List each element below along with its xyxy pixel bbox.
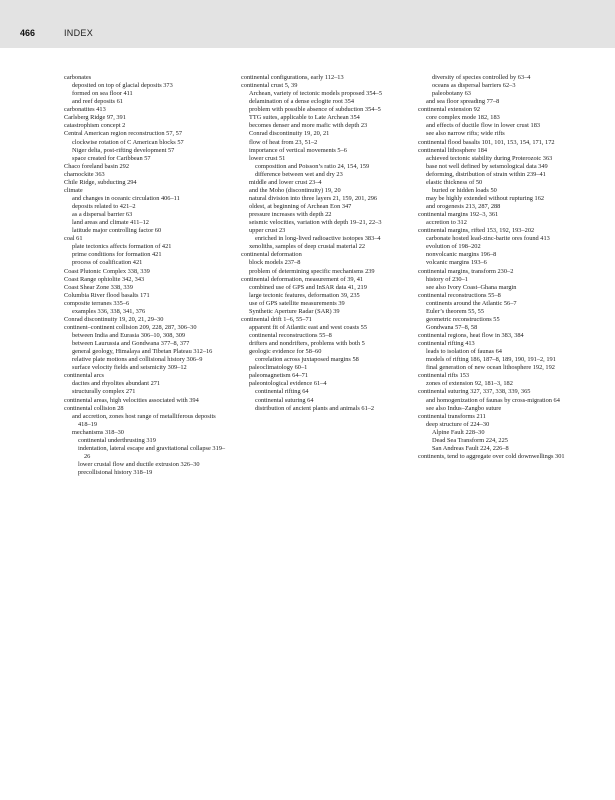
index-entry: geologic evidence for 58–60 xyxy=(249,348,322,356)
index-entry: catastrophism concept 2 xyxy=(64,122,126,130)
index-entry: deposited on top of glacial deposits 373 xyxy=(72,82,173,90)
index-entry: relative plate motions and collisional history 306–9 xyxy=(72,356,203,364)
index-entry: Central American region reconstruction 57, 57 xyxy=(64,130,183,138)
index-entry: importance of vertical movements 5–6 xyxy=(249,146,347,154)
index-entry: continental areas, high velocities associated with 394 xyxy=(64,396,199,404)
index-entry: deposits related to 421–2 xyxy=(72,203,136,210)
index-entry: block models 237–8 xyxy=(249,259,301,267)
index-entry: final generation of new ocean lithosphere 192, 192 xyxy=(426,364,555,372)
index-entry: surface velocity fields and seismicity 309–12 xyxy=(72,364,187,372)
index-entry: latitude major controlling factor 60 xyxy=(72,227,162,235)
index-entry: formed on sea floor 411 xyxy=(72,90,133,98)
index-entry: Coast Range ophiolite 342, 343 xyxy=(64,275,145,283)
index-entry: problem with possible absence of subduction 354–5 xyxy=(249,106,381,114)
index-entry: zones of extension 92, 181–3, 182 xyxy=(426,380,513,388)
index-entry: carbonatites 413 xyxy=(64,106,106,114)
index-entry: continental deformation xyxy=(241,251,302,259)
index-entry: continental arcs xyxy=(64,372,104,380)
index-entry: base not well defined by seismological data 349 xyxy=(426,162,548,170)
index-entry: geometric reconstructions 55 xyxy=(426,315,500,323)
index-entry: and the Moho (discontinuity) 19, 20 xyxy=(249,186,341,194)
index-entry: continental margins, transform 230–2 xyxy=(418,267,514,275)
index-entry: carbonate hosted lead-zinc-barite ores found 413 xyxy=(426,235,550,243)
index-entry: TTG suites, applicable to Late Archean 354 xyxy=(249,114,360,122)
index-entry: oceans as dispersal barriers 62–3 xyxy=(432,82,516,90)
index-entry: continental transforms 211 xyxy=(418,412,486,420)
page-number: 466 xyxy=(20,28,36,38)
index-entry: continental underthrusting 319 xyxy=(78,436,156,444)
index-entry: coal 61 xyxy=(64,235,83,243)
index-entry: process of coalification 421 xyxy=(72,259,143,267)
running-head: INDEX xyxy=(64,28,94,38)
index-entry: Euler’s theorem 55, 55 xyxy=(426,307,485,315)
index-entry: continental rifting 413 xyxy=(418,340,475,348)
index-entry: and sea floor spreading 77–8 xyxy=(426,98,500,106)
index-entry: Coast Shear Zone 338, 339 xyxy=(64,283,133,291)
index-entry: Gondwana 57–8, 58 xyxy=(426,323,478,331)
index-entry: continental margins, rifted 153, 192, 193–202 xyxy=(418,227,535,235)
index-entry: continental reconstructions 55–8 xyxy=(418,291,501,299)
index-entry: space created for Caribbean 57 xyxy=(72,154,151,162)
index-entry: volcanic margins 193–6 xyxy=(426,259,487,267)
index-entry: mechanisms 318–30 xyxy=(72,428,124,436)
index-entry: continent–continent collision 209, 228, 287, 306–30 xyxy=(64,323,197,331)
index-entry: achieved tectonic stability during Proterozoic 363 xyxy=(426,154,553,162)
index-entry: seismic velocities, variation with depth 19–21, 22–3 xyxy=(249,219,382,227)
index-entry: pressure increases with depth 22 xyxy=(249,211,332,219)
index-entry: Dead Sea Transform 224, 225 xyxy=(432,436,508,444)
index-entry: elastic thickness of 50 xyxy=(426,178,483,186)
index-entry: models of rifting 186, 187–8, 189, 190, 191–2, 191 xyxy=(426,356,556,364)
index-entry: continental lithosphere 184 xyxy=(418,146,488,154)
index-entry: drifters and nondrifters, problems with both 5 xyxy=(249,340,365,348)
index-entry: upper crust 23 xyxy=(249,227,286,235)
index-entry: and effects of ductile flow in lower crust 183 xyxy=(426,122,541,130)
index-entry: and accretion, zones host range of metalliferous deposits 418–19 xyxy=(72,412,216,428)
index-entry: land areas and climate 411–12 xyxy=(72,219,149,227)
index-entry: composition and Poisson’s ratio 24, 154, 159 xyxy=(255,162,370,170)
index-column-2 xyxy=(241,74,407,477)
index-entry: leads to isolation of faunas 64 xyxy=(426,348,502,356)
index-entry: continental rifts 153 xyxy=(418,372,470,380)
index-entry: examples 336, 338, 341, 376 xyxy=(72,307,146,315)
index-entry: delamination of a dense eclogite root 354 xyxy=(249,98,354,106)
index-entry: xenoliths, samples of deep crustal material 22 xyxy=(249,243,366,251)
index-entry: problem of determining specific mechanisms 239 xyxy=(249,267,375,275)
index-entry: Conrad discontinuity 19, 20, 21 xyxy=(249,130,330,138)
index-entry: continental drift 1–6, 55–71 xyxy=(241,315,312,323)
index-entry: continents around the Atlantic 56–7 xyxy=(426,299,517,307)
index-entry: general geology, Himalaya and Tibetan Plateau 312–16 xyxy=(72,348,213,356)
index-entry: continental extension 92 xyxy=(418,106,481,114)
index-entry: large tectonic features, deformation 39, 235 xyxy=(249,291,360,299)
index-entry: Chile Ridge, subducting 294 xyxy=(64,178,137,186)
index-entry: see also narrow rifts; wide rifts xyxy=(426,130,505,138)
index-entry: continents, tend to aggregate over cold downwellings 301 xyxy=(418,452,565,460)
index-entry: diversity of species controlled by 63–4 xyxy=(432,74,531,81)
index-entry: Conrad discontinuity 19, 20, 21, 29–30 xyxy=(64,315,164,323)
index-entry: lower crust 51 xyxy=(249,154,286,162)
header-band xyxy=(0,0,615,48)
index-entry: structurally complex 271 xyxy=(72,388,136,396)
index-entry: history of 230–1 xyxy=(426,275,468,283)
index-entry: see also Ivory Coast–Ghana margin xyxy=(426,283,517,291)
index-entry: distribution of ancient plants and animals 61–2 xyxy=(255,404,375,412)
index-entry: precollisional history 318–19 xyxy=(78,469,153,477)
index-entry: continental rifting 64 xyxy=(255,388,309,396)
index-columns xyxy=(64,74,584,477)
index-column-1 xyxy=(64,74,230,477)
index-entry: Niger delta, post-rifting development 57 xyxy=(72,146,175,154)
index-entry: continental suturing 64 xyxy=(255,396,314,404)
index-entry: see also Indus–Zangbo suture xyxy=(426,404,502,412)
index-entry: paleobotany 63 xyxy=(432,90,471,98)
index-entry: Archean, variety of tectonic models proposed 354–5 xyxy=(249,90,383,98)
index-entry: Synthetic Aperture Radar (SAR) 39 xyxy=(249,307,340,315)
index-entry: charnockite 363 xyxy=(64,170,105,178)
index-entry: may be highly extended without rupturing 162 xyxy=(426,194,545,202)
index-entry: apparent fit of Atlantic east and west coasts 55 xyxy=(249,323,368,331)
index-entry: deep structure of 224–30 xyxy=(426,420,490,428)
index-column-3 xyxy=(418,74,584,477)
index-entry: and reef deposits 61 xyxy=(72,98,123,106)
index-entry: and homogenization of faunas by cross-migration 64 xyxy=(426,396,560,404)
index-entry: composite terranes 335–6 xyxy=(64,299,130,307)
index-entry: buried or hidden loads 50 xyxy=(432,186,497,194)
index-entry: as a dispersal barrier 63 xyxy=(72,211,133,219)
index-entry: correlation across juxtaposed margins 58 xyxy=(255,356,359,364)
index-entry: climate xyxy=(64,186,83,194)
index-entry: accretion to 312 xyxy=(426,219,467,227)
index-entry: continental margins 192–3, 361 xyxy=(418,211,499,219)
index-entry: paleomagnetism 64–71 xyxy=(249,372,309,380)
index-entry: between Laurussia and Gondwana 377–8, 377 xyxy=(72,340,190,348)
index-entry: continental crust 5, 39 xyxy=(241,82,298,90)
index-entry: Columbia River flood basalts 171 xyxy=(64,291,150,299)
index-entry: clockwise rotation of C American blocks 57 xyxy=(72,138,184,146)
index-entry: nonvolcanic margins 196–8 xyxy=(426,251,497,259)
index-entry: natural division into three layers 21, 159, 201, 296 xyxy=(249,194,378,202)
index-entry: continental suturing 327, 337, 338, 339, 365 xyxy=(418,388,531,396)
index-entry: continental configurations, early 112–13 xyxy=(241,74,344,81)
index-entry: becomes denser and more mafic with depth 23 xyxy=(249,122,368,130)
index-entry: Chaco foreland basin 292 xyxy=(64,162,130,170)
index-entry: Coast Plutonic Complex 338, 339 xyxy=(64,267,150,275)
index-entry: enriched in long-lived radioactive isotopes 383–4 xyxy=(255,235,381,243)
index-entry: core complex mode 182, 183 xyxy=(426,114,500,122)
index-entry: continental regions, heat flow in 383, 384 xyxy=(418,332,524,339)
index-entry: use of GPS satellite measurements 39 xyxy=(249,299,345,307)
index-entry: dacites and rhyolites abundant 271 xyxy=(72,380,161,388)
index-entry: and changes in oceanic circulation 406–11 xyxy=(72,194,180,202)
index-entry: continental reconstructions 55–8 xyxy=(249,332,332,339)
index-entry: San Andreas Fault 224, 226–8 xyxy=(432,444,509,452)
index-entry: prime conditions for formation 421 xyxy=(72,251,162,259)
index-entry: difference between wet and dry 23 xyxy=(255,170,343,178)
index-entry: paleontological evidence 61–4 xyxy=(249,380,327,388)
index-entry: middle and lower crust 23–4 xyxy=(249,178,322,186)
index-entry: flow of heat from 23, 51–2 xyxy=(249,138,318,146)
index-entry: evolution of 198–202 xyxy=(426,243,481,251)
index-entry: continental deformation, measurement of 39, 41 xyxy=(241,275,364,283)
index-entry: indentation, lateral escape and gravitational collapse 319–26 xyxy=(78,444,226,460)
index-entry: paleoclimatology 60–1 xyxy=(249,364,308,372)
index-entry: plate tectonics affects formation of 421 xyxy=(72,243,172,251)
index-entry: combined use of GPS and InSAR data 41, 219 xyxy=(249,283,367,291)
index-entry: oldest, at beginning of Archean Eon 347 xyxy=(249,203,352,210)
index-entry: lower crustal flow and ductile extrusion 326–30 xyxy=(78,461,200,468)
index-entry: continental collision 28 xyxy=(64,404,124,412)
index-entry: continental flood basalts 101, 101, 153, 154, 171, 172 xyxy=(418,138,555,146)
index-entry: and orogenesis 213, 287, 288 xyxy=(426,203,501,210)
index-entry: Carlsberg Ridge 97, 391 xyxy=(64,114,126,122)
index-entry: carbonates xyxy=(64,74,92,81)
index-entry: between India and Eurasia 306–10, 308, 309 xyxy=(72,332,186,339)
index-entry: Alpine Fault 228–30 xyxy=(432,428,485,436)
index-entry: deforming, distribution of strain within 239–41 xyxy=(426,170,546,178)
